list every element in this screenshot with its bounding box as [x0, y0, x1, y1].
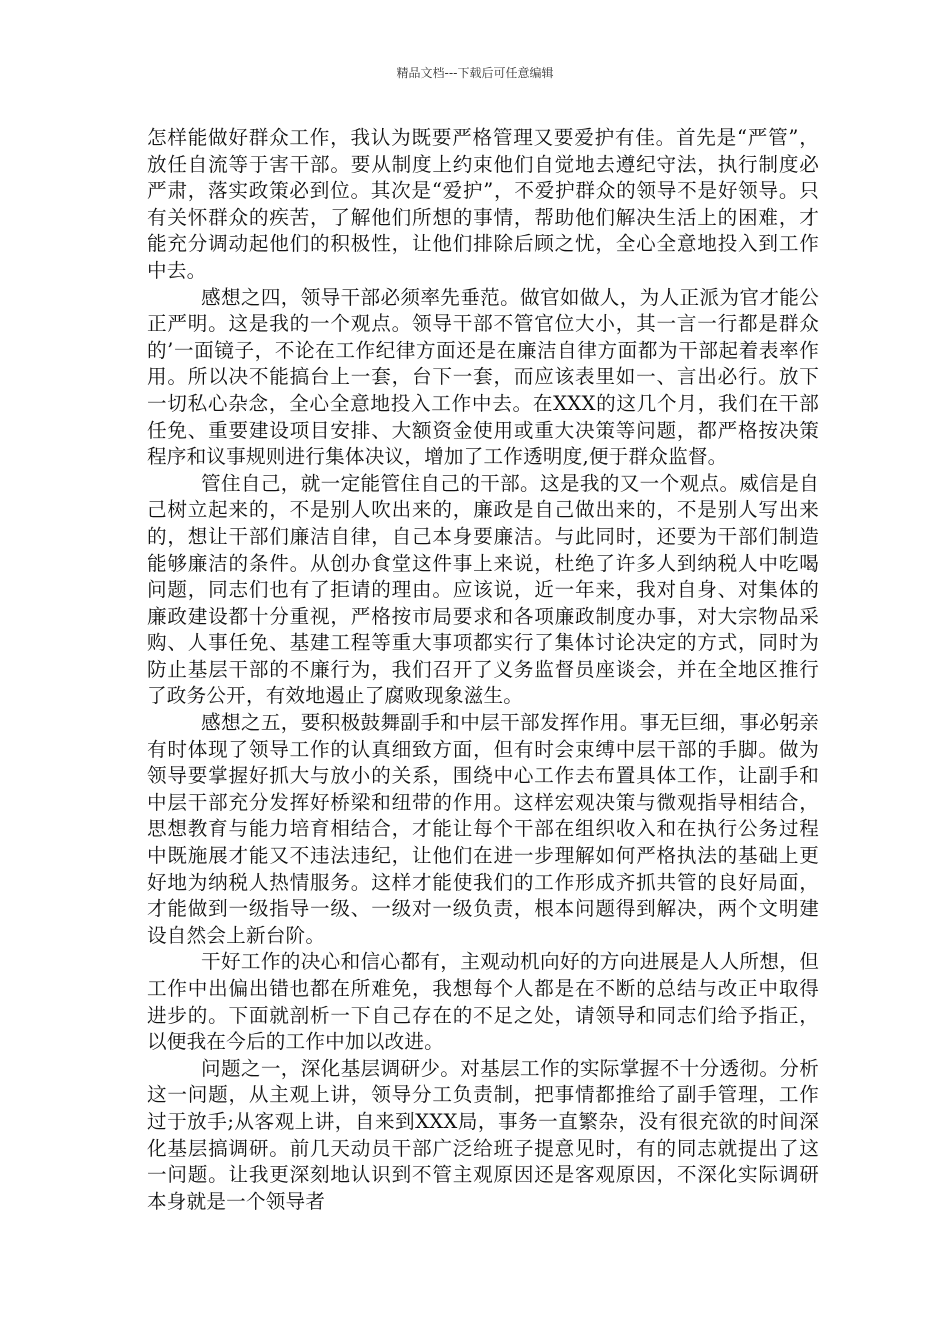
document-body — [147, 125, 819, 1215]
paragraph-reflection-five: 感想之五，要积极鼓舞副手和中层干部发挥作用。事无巨细，事必躬亲有时体现了领导工作的认真细致方面，但有时会束缚中层干部的手脚。做为领导要掌握好抓大与放小的关系，围绕中心工作去布置具体工作，让副手和中层干部充分发挥好桥梁和纽带的作用。这样宏观决策与微观指导相结合，思想教育与能力培育相结合，才能让每个干部在组织收入和在执行公务过程中既施展才能又不违法违纪，让他们在进一步理解如何严格执法的基础上更好地为纳税人热情服务。这样才能使我们的工作形成齐抓共管的良好局面，才能做到一级指导一级、一级对一级负责，根本问题得到解决，两个文明建设自然会上新台阶。 — [147, 711, 819, 947]
paragraph-problem-one: 问题之一，深化基层调研少。对基层工作的实际掌握不十分透彻。分析这一问题，从主观上讲，领导分工负责制，把事情都推给了副手管理，工作过于放手;从客观上讲，自来到XXX局，事务一直繁杂，没有很充欲的时间深化基层搞调研。前几天动员干部广泛给班子提意见时，有的同志就提出了这一问题。让我更深刻地认识到不管主观原因还是客观原因，不深化实际调研本身就是一个领导者 — [147, 1056, 819, 1213]
paragraph-self-discipline: 管住自己，就一定能管住自己的干部。这是我的又一个观点。威信是自己树立起来的，不是别人吹出来的，廉政是自己做出来的，不是别人写出来的，想让干部们廉洁自律，自己本身要廉洁。与此同时，还要为干部们制造能够廉洁的条件。从创办食堂这件事上来说，杜绝了许多人到纳税人中吃喝问题，同志们也有了拒请的理由。应该说，近一年来，我对自身、对集体的廉政建设都十分重视，严格按市局要求和各项廉政制度办事，对大宗物品采购、人事任免、基建工程等重大事项都实行了集体讨论决定的方式，同时为防止基层干部的不廉行为，我们召开了义务监督员座谈会，并在全地区推行了政务公开，有效地遏止了腐败现象滋生。 — [147, 471, 819, 708]
paragraph-continuation: 怎样能做好群众工作，我认为既要严格管理又要爱护有佳。首先是“严管”，放任自流等于害干部。要从制度上约束他们自觉地去遵纪守法，执行制度必严肃，落实政策必到位。其次是“爱护”，不爱护群众的领导不是好领导。只有关怀群众的疾苦，了解他们所想的事情，帮助他们解决生活上的困难，才能充分调动起他们的积极性，让他们排除后顾之忧，全心全意地投入到工作中去。 — [147, 126, 819, 282]
paragraph-shortcomings-intro: 干好工作的决心和信心都有，主观动机向好的方向进展是人人所想，但工作中出偏出错也都在所难免，我想每个人都是在不断的总结与改正中取得进步的。下面就剖析一下自己存在的不足之处，请领导和同志们给予指正，以便我在今后的工作中加以改进。 — [147, 950, 819, 1054]
paragraph-reflection-four: 感想之四，领导干部必须率先垂范。做官如做人，为人正派为官才能公正严明。这是我的一个观点。领导干部不管官位大小，其一言一行都是群众的’一面镜子，不论在工作纪律方面还是在廉洁自律方面都为干部起着表率作用。所以决不能搞台上一套，台下一套，而应该表里如一、言出必行。放下一切私心杂念，全心全意地投入工作中去。在XXX的这几个月，我们在干部任免、重要建设项目安排、大额资金使用或重大决策等问题，都严格按决策程序和议事规则进行集体决议，增加了工作透明度,便于群众监督。 — [147, 285, 819, 469]
page-header: 精品文档---下载后可任意编辑 — [396, 66, 554, 80]
